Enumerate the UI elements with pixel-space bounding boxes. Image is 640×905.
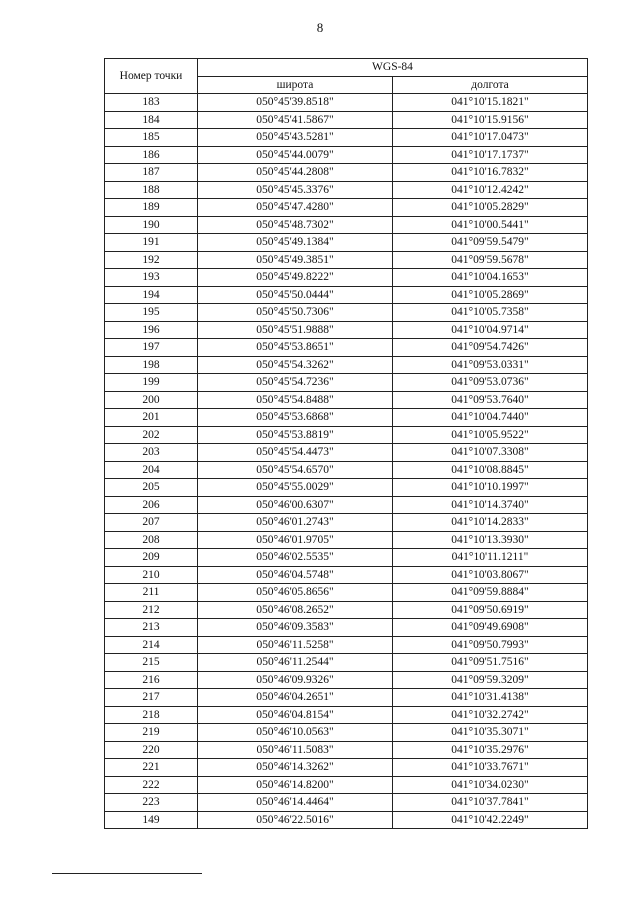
point-number-cell: 199 — [105, 374, 198, 392]
latitude-cell: 050°46'14.8200" — [198, 776, 393, 794]
table-row — [105, 181, 588, 199]
point-number-cell: 210 — [105, 566, 198, 584]
longitude-cell: 041°10'15.1821" — [393, 94, 588, 112]
latitude-cell: 050°46'05.8656" — [198, 584, 393, 602]
longitude-cell: 041°10'03.8067" — [393, 566, 588, 584]
table-header-row — [105, 59, 588, 77]
point-number-cell: 194 — [105, 286, 198, 304]
table-row — [105, 269, 588, 287]
point-number-cell: 222 — [105, 776, 198, 794]
table-row — [105, 689, 588, 707]
table-row — [105, 619, 588, 637]
table-row — [105, 94, 588, 112]
table-row — [105, 426, 588, 444]
point-number-header: Номер точки — [105, 59, 198, 94]
longitude-cell: 041°10'31.4138" — [393, 689, 588, 707]
longitude-cell: 041°10'16.7832" — [393, 164, 588, 182]
table-row — [105, 794, 588, 812]
longitude-cell: 041°10'35.3071" — [393, 724, 588, 742]
latitude-cell: 050°46'04.2651" — [198, 689, 393, 707]
table-row — [105, 461, 588, 479]
page-number: 8 — [316, 20, 324, 35]
table-row — [105, 706, 588, 724]
latitude-cell: 050°46'10.0563" — [198, 724, 393, 742]
point-number-cell: 203 — [105, 444, 198, 462]
table-row — [105, 391, 588, 409]
table-row — [105, 724, 588, 742]
point-number-cell: 219 — [105, 724, 198, 742]
latitude-cell: 050°45'49.8222" — [198, 269, 393, 287]
longitude-cell: 041°09'54.7426" — [393, 339, 588, 357]
coordinates-table — [104, 58, 588, 829]
latitude-cell: 050°45'54.7236" — [198, 374, 393, 392]
point-number-cell: 187 — [105, 164, 198, 182]
longitude-cell: 041°10'12.4242" — [393, 181, 588, 199]
table-row — [105, 339, 588, 357]
longitude-cell: 041°10'13.3930" — [393, 531, 588, 549]
longitude-cell: 041°09'49.6908" — [393, 619, 588, 637]
latitude-cell: 050°46'01.2743" — [198, 514, 393, 532]
longitude-cell: 041°10'04.1653" — [393, 269, 588, 287]
longitude-cell: 041°10'15.9156" — [393, 111, 588, 129]
latitude-cell: 050°45'54.4473" — [198, 444, 393, 462]
latitude-cell: 050°45'50.0444" — [198, 286, 393, 304]
point-number-cell: 192 — [105, 251, 198, 269]
table-row — [105, 549, 588, 567]
latitude-cell: 050°46'09.3583" — [198, 619, 393, 637]
point-number-cell: 202 — [105, 426, 198, 444]
latitude-cell: 050°46'22.5016" — [198, 811, 393, 829]
longitude-cell: 041°10'17.1737" — [393, 146, 588, 164]
longitude-cell: 041°09'59.5479" — [393, 234, 588, 252]
longitude-cell: 041°10'05.2829" — [393, 199, 588, 217]
table-row — [105, 129, 588, 147]
longitude-cell: 041°10'04.7440" — [393, 409, 588, 427]
latitude-cell: 050°46'11.5083" — [198, 741, 393, 759]
point-number-cell: 188 — [105, 181, 198, 199]
latitude-cell: 050°46'14.3262" — [198, 759, 393, 777]
longitude-cell: 041°09'50.7993" — [393, 636, 588, 654]
table-row — [105, 811, 588, 829]
point-number-cell: 214 — [105, 636, 198, 654]
longitude-cell: 041°10'05.2869" — [393, 286, 588, 304]
point-number-cell: 186 — [105, 146, 198, 164]
latitude-cell: 050°46'09.9326" — [198, 671, 393, 689]
latitude-cell: 050°45'53.6868" — [198, 409, 393, 427]
point-number-cell: 205 — [105, 479, 198, 497]
table-row — [105, 216, 588, 234]
longitude-cell: 041°10'14.3740" — [393, 496, 588, 514]
table-row — [105, 111, 588, 129]
point-number-cell: 149 — [105, 811, 198, 829]
table-row — [105, 601, 588, 619]
latitude-cell: 050°45'44.0079" — [198, 146, 393, 164]
table-row — [105, 496, 588, 514]
table-row — [105, 286, 588, 304]
table-row — [105, 251, 588, 269]
point-number-cell: 215 — [105, 654, 198, 672]
point-number-cell: 185 — [105, 129, 198, 147]
point-number-cell: 213 — [105, 619, 198, 637]
point-number-cell: 191 — [105, 234, 198, 252]
table-row — [105, 531, 588, 549]
table-row — [105, 479, 588, 497]
latitude-cell: 050°45'53.8819" — [198, 426, 393, 444]
point-number-cell: 201 — [105, 409, 198, 427]
table-row — [105, 514, 588, 532]
latitude-cell: 050°46'08.2652" — [198, 601, 393, 619]
longitude-cell: 041°10'14.2833" — [393, 514, 588, 532]
latitude-cell: 050°46'02.5535" — [198, 549, 393, 567]
latitude-cell: 050°45'55.0029" — [198, 479, 393, 497]
point-number-cell: 217 — [105, 689, 198, 707]
point-number-cell: 211 — [105, 584, 198, 602]
point-number-cell: 212 — [105, 601, 198, 619]
latitude-cell: 050°46'11.2544" — [198, 654, 393, 672]
longitude-cell: 041°10'05.9522" — [393, 426, 588, 444]
point-number-cell: 204 — [105, 461, 198, 479]
longitude-cell: 041°09'53.7640" — [393, 391, 588, 409]
point-number-cell: 184 — [105, 111, 198, 129]
longitude-cell: 041°10'37.7841" — [393, 794, 588, 812]
latitude-cell: 050°45'49.3851" — [198, 251, 393, 269]
longitude-cell: 041°10'11.1211" — [393, 549, 588, 567]
point-number-cell: 221 — [105, 759, 198, 777]
point-number-cell: 189 — [105, 199, 198, 217]
table-row — [105, 356, 588, 374]
latitude-cell: 050°45'54.3262" — [198, 356, 393, 374]
longitude-cell: 041°10'35.2976" — [393, 741, 588, 759]
point-number-cell: 218 — [105, 706, 198, 724]
table-row — [105, 234, 588, 252]
table-row — [105, 584, 588, 602]
table-row — [105, 146, 588, 164]
point-number-cell: 193 — [105, 269, 198, 287]
longitude-cell: 041°09'50.6919" — [393, 601, 588, 619]
longitude-cell: 041°10'34.0230" — [393, 776, 588, 794]
latitude-cell: 050°45'39.8518" — [198, 94, 393, 112]
table-body — [105, 94, 588, 829]
point-number-cell: 223 — [105, 794, 198, 812]
latitude-cell: 050°45'45.3376" — [198, 181, 393, 199]
table-row — [105, 776, 588, 794]
point-number-cell: 208 — [105, 531, 198, 549]
table-row — [105, 444, 588, 462]
latitude-cell: 050°45'51.9888" — [198, 321, 393, 339]
latitude-cell: 050°45'49.1384" — [198, 234, 393, 252]
longitude-header: долгота — [393, 76, 588, 94]
point-number-cell: 207 — [105, 514, 198, 532]
table-row — [105, 671, 588, 689]
latitude-cell: 050°45'44.2808" — [198, 164, 393, 182]
latitude-cell: 050°46'04.8154" — [198, 706, 393, 724]
point-number-cell: 197 — [105, 339, 198, 357]
table-row — [105, 164, 588, 182]
table-row — [105, 304, 588, 322]
latitude-cell: 050°45'54.6570" — [198, 461, 393, 479]
longitude-cell: 041°10'33.7671" — [393, 759, 588, 777]
point-number-cell: 200 — [105, 391, 198, 409]
point-number-cell: 190 — [105, 216, 198, 234]
point-number-cell: 220 — [105, 741, 198, 759]
table-row — [105, 321, 588, 339]
table-row — [105, 199, 588, 217]
longitude-cell: 041°10'04.9714" — [393, 321, 588, 339]
latitude-cell: 050°45'41.5867" — [198, 111, 393, 129]
latitude-cell: 050°45'43.5281" — [198, 129, 393, 147]
point-number-cell: 183 — [105, 94, 198, 112]
table-row — [105, 409, 588, 427]
latitude-cell: 050°45'53.8651" — [198, 339, 393, 357]
point-number-cell: 198 — [105, 356, 198, 374]
longitude-cell: 041°09'59.8884" — [393, 584, 588, 602]
longitude-cell: 041°09'59.5678" — [393, 251, 588, 269]
latitude-cell: 050°45'50.7306" — [198, 304, 393, 322]
coordinate-system-header: WGS-84 — [198, 59, 588, 77]
longitude-cell: 041°09'53.0736" — [393, 374, 588, 392]
longitude-cell: 041°10'05.7358" — [393, 304, 588, 322]
table-row — [105, 566, 588, 584]
table-row — [105, 654, 588, 672]
point-number-cell: 196 — [105, 321, 198, 339]
longitude-cell: 041°09'53.0331" — [393, 356, 588, 374]
longitude-cell: 041°09'59.3209" — [393, 671, 588, 689]
longitude-cell: 041°10'00.5441" — [393, 216, 588, 234]
latitude-cell: 050°45'47.4280" — [198, 199, 393, 217]
longitude-cell: 041°10'32.2742" — [393, 706, 588, 724]
table-row — [105, 741, 588, 759]
point-number-cell: 209 — [105, 549, 198, 567]
table-row — [105, 636, 588, 654]
longitude-cell: 041°10'42.2249" — [393, 811, 588, 829]
latitude-cell: 050°45'48.7302" — [198, 216, 393, 234]
table-row — [105, 374, 588, 392]
latitude-cell: 050°46'04.5748" — [198, 566, 393, 584]
latitude-cell: 050°45'54.8488" — [198, 391, 393, 409]
longitude-cell: 041°09'51.7516" — [393, 654, 588, 672]
table-row — [105, 759, 588, 777]
point-number-cell: 195 — [105, 304, 198, 322]
point-number-cell: 216 — [105, 671, 198, 689]
latitude-cell: 050°46'11.5258" — [198, 636, 393, 654]
longitude-cell: 041°10'08.8845" — [393, 461, 588, 479]
longitude-cell: 041°10'17.0473" — [393, 129, 588, 147]
footnote-divider — [52, 873, 202, 874]
point-number-cell: 206 — [105, 496, 198, 514]
longitude-cell: 041°10'10.1997" — [393, 479, 588, 497]
latitude-cell: 050°46'14.4464" — [198, 794, 393, 812]
latitude-header: широта — [198, 76, 393, 94]
latitude-cell: 050°46'01.9705" — [198, 531, 393, 549]
latitude-cell: 050°46'00.6307" — [198, 496, 393, 514]
longitude-cell: 041°10'07.3308" — [393, 444, 588, 462]
